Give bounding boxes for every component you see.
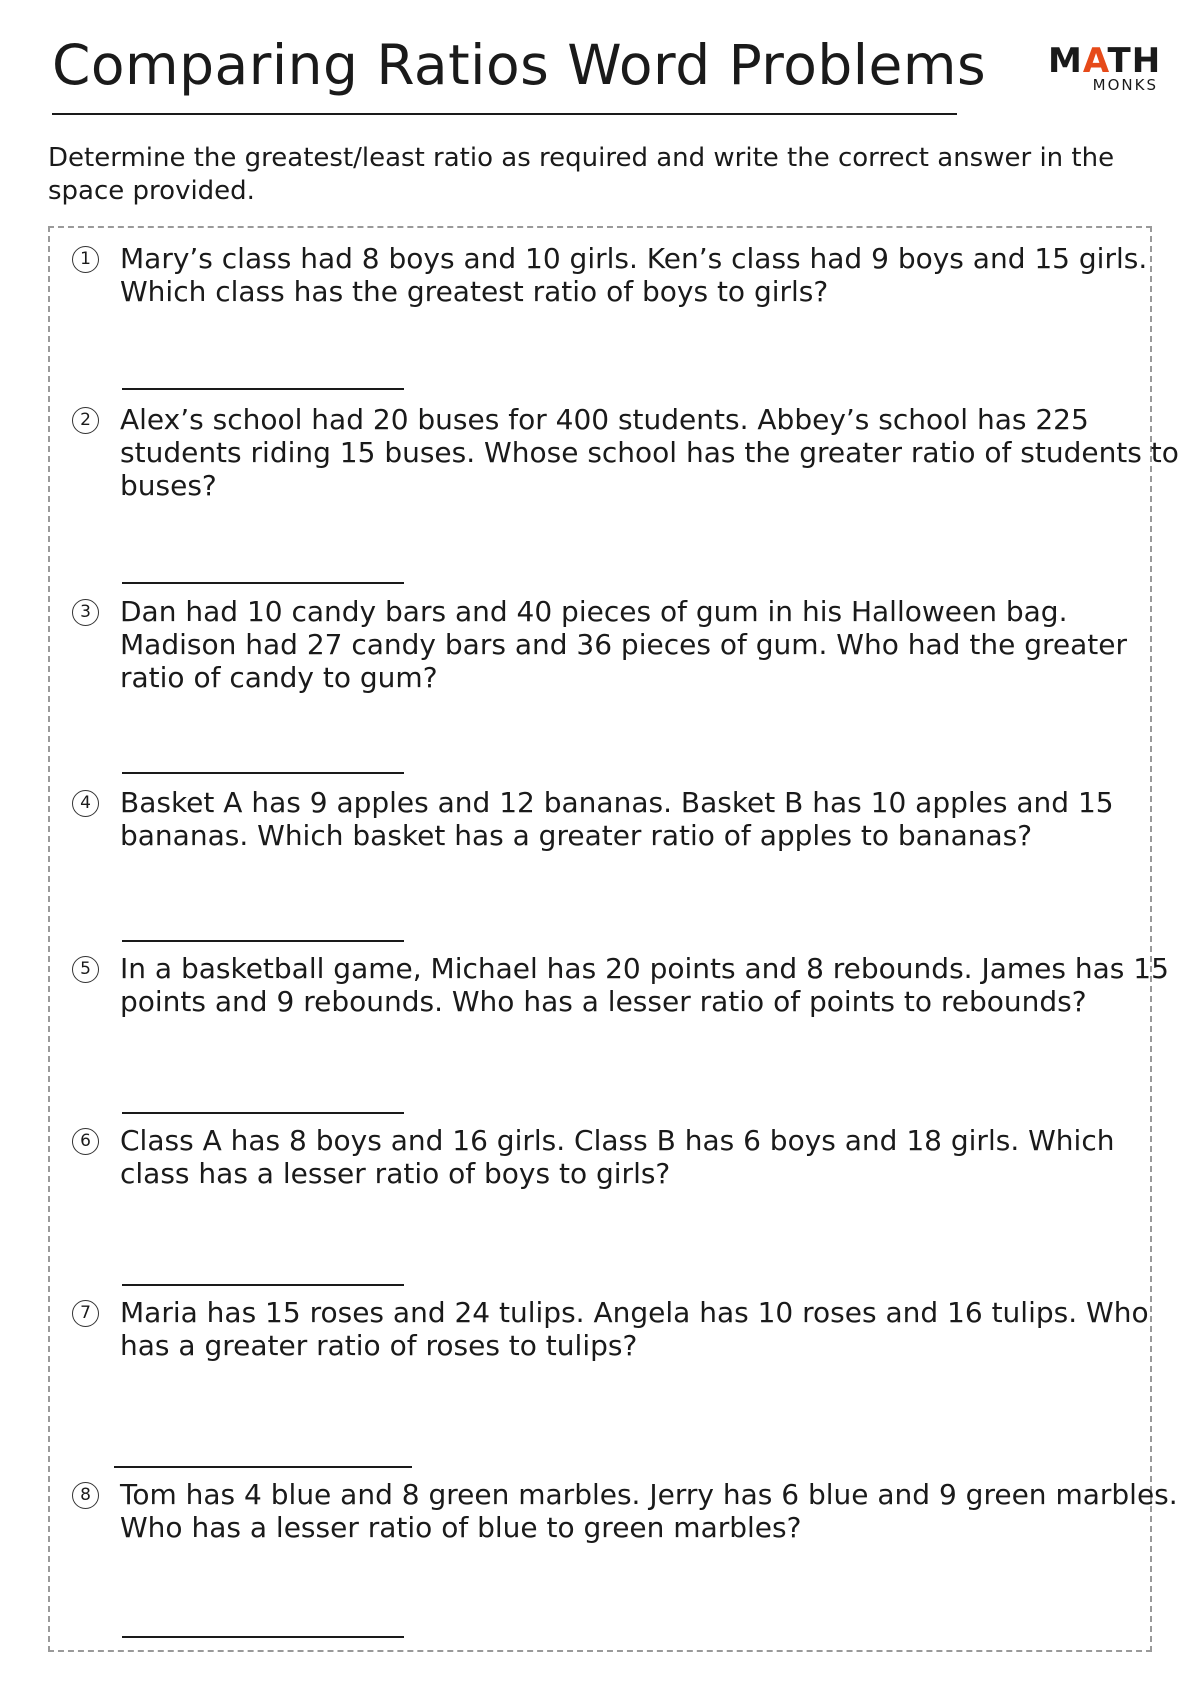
answer-line-8[interactable]	[122, 1636, 404, 1638]
problem-text: Maria has 15 roses and 24 tulips. Angela has 10 roses and 16 tulips. Who has a greater ratio of roses to tulips?	[120, 1296, 1149, 1362]
problem-number: 5	[72, 956, 99, 983]
instructions: Determine the greatest/least ratio as required and write the correct answer in the space provided.	[48, 143, 1115, 206]
problem-text: Basket A has 9 apples and 12 bananas. Basket B has 10 apples and 15 bananas. Which basket has a greater ratio of apples to bananas?	[120, 786, 1114, 852]
problem-text: Mary’s class had 8 boys and 10 girls. Ken’s class had 9 boys and 15 girls. Which class has the greatest ratio of boys to girls?	[120, 242, 1148, 308]
answer-line-1[interactable]	[122, 388, 404, 390]
problem-number: 1	[72, 246, 99, 273]
problem-text: In a basketball game, Michael has 20 points and 8 rebounds. James has 15 points and 9 rebounds. Who has a lesser ratio of points to rebounds?	[120, 952, 1169, 1018]
logo-letters-th: TH	[1107, 41, 1162, 81]
logo-wordmark	[1048, 41, 1162, 81]
math-monks-logo	[1048, 41, 1162, 104]
problem-number: 2	[72, 407, 99, 434]
problem-text: Alex’s school had 20 buses for 400 students. Abbey’s school has 225 students riding 15 buses. Whose school has the greater ratio of students to buses?	[120, 403, 1179, 502]
answer-line-3[interactable]	[122, 772, 404, 774]
problem-number: 4	[72, 790, 99, 817]
problem-number: 8	[72, 1482, 99, 1509]
logo-letter-a: A	[1082, 41, 1108, 81]
problem-text: Tom has 4 blue and 8 green marbles. Jerry has 6 blue and 9 green marbles. Who has a lesser ratio of blue to green marbles?	[120, 1478, 1178, 1544]
problem-number: 7	[72, 1300, 99, 1327]
problem-text: Class A has 8 boys and 16 girls. Class B has 6 boys and 18 girls. Which class has a lesser ratio of boys to girls?	[120, 1124, 1115, 1190]
problem-text: Dan had 10 candy bars and 40 pieces of gum in his Halloween bag. Madison had 27 candy bars and 36 pieces of gum. Who had the greater ratio of candy to gum?	[120, 595, 1127, 694]
answer-line-5[interactable]	[122, 1112, 404, 1114]
logo-subtitle: MONKS	[1092, 76, 1158, 94]
problem-number: 3	[72, 599, 99, 626]
answer-line-7[interactable]	[114, 1466, 412, 1468]
logo-letter-m: M	[1048, 41, 1083, 81]
answer-line-2[interactable]	[122, 582, 404, 584]
page-title: Comparing Ratios Word Problems	[52, 33, 987, 97]
problem-number: 6	[72, 1128, 99, 1155]
title-underline	[52, 113, 957, 115]
answer-line-6[interactable]	[122, 1284, 404, 1286]
answer-line-4[interactable]	[122, 940, 404, 942]
